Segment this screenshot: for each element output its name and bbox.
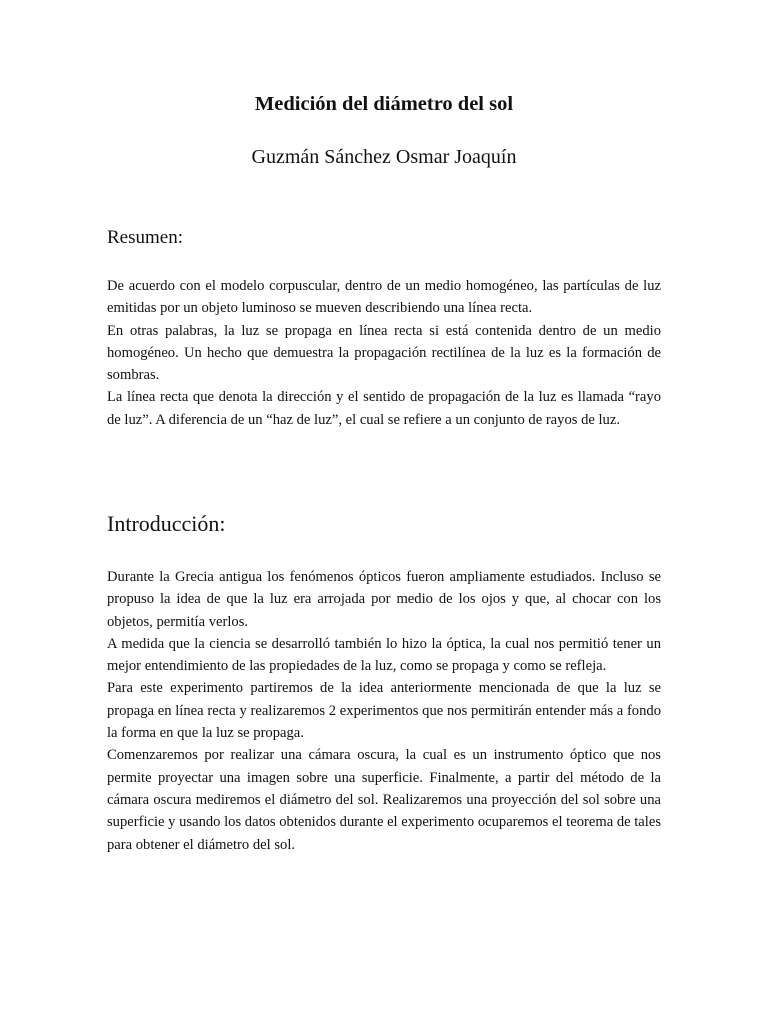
author-name: Guzmán Sánchez Osmar Joaquín [251,146,517,168]
section-heading-introduccion: Introducción: [107,511,226,536]
introduccion-paragraph: Comenzaremos por realizar una cámara oscura, la cual es un instrumento óptico que nos permite proyectar una imagen sobre una superficie. Finalmente, a partir del método de la cámara oscura mediremos el diámetro del sol. Realizaremos una proyección del sol sobre una superficie y usando los datos obtenidos durante el experimento ocuparemos el teorema de tales para obtener el diámetro del sol. [107,747,661,853]
resumen-paragraph: La línea recta que denota la dirección y el sentido de propagación de la luz es llamada “rayo de luz”. A diferencia de un “haz de luz”, el cual se refiere a un conjunto de rayos de luz. [107,389,661,428]
resumen-paragraph: De acuerdo con el modelo corpuscular, dentro de un medio homogéneo, las partículas de luz emitidas por un objeto luminoso se mueven describiendo una línea recta. [107,278,661,317]
section-heading-resumen: Resumen: [107,227,183,248]
resumen-paragraph: En otras palabras, la luz se propaga en línea recta si está contenida dentro de un medio homogéneo. Un hecho que demuestra la propagación rectilínea de la luz es la formación de sombras. [107,322,661,384]
introduccion-paragraph: Durante la Grecia antigua los fenómenos ópticos fueron ampliamente estudiados. Incluso se propuso la idea de que la luz era arrojada por medio de los ojos y que, al chocar con los objetos, permitía verlos. [107,569,661,630]
introduccion-paragraph: Para este experimento partiremos de la idea anteriormente mencionada de que la luz se propaga en línea recta y realizaremos 2 experimentos que nos permitirán entender más a fondo la forma en que la luz se propaga. [107,680,661,742]
document-title: Medición del diámetro del sol [254,93,514,115]
introduccion-paragraph: A medida que la ciencia se desarrolló también lo hizo la óptica, la cual nos permitió tener un mejor entendimiento de las propiedades de la luz, como se propaga y como se refleja. [107,635,661,675]
resumen-body [107,275,661,431]
introduccion-body [107,566,661,856]
